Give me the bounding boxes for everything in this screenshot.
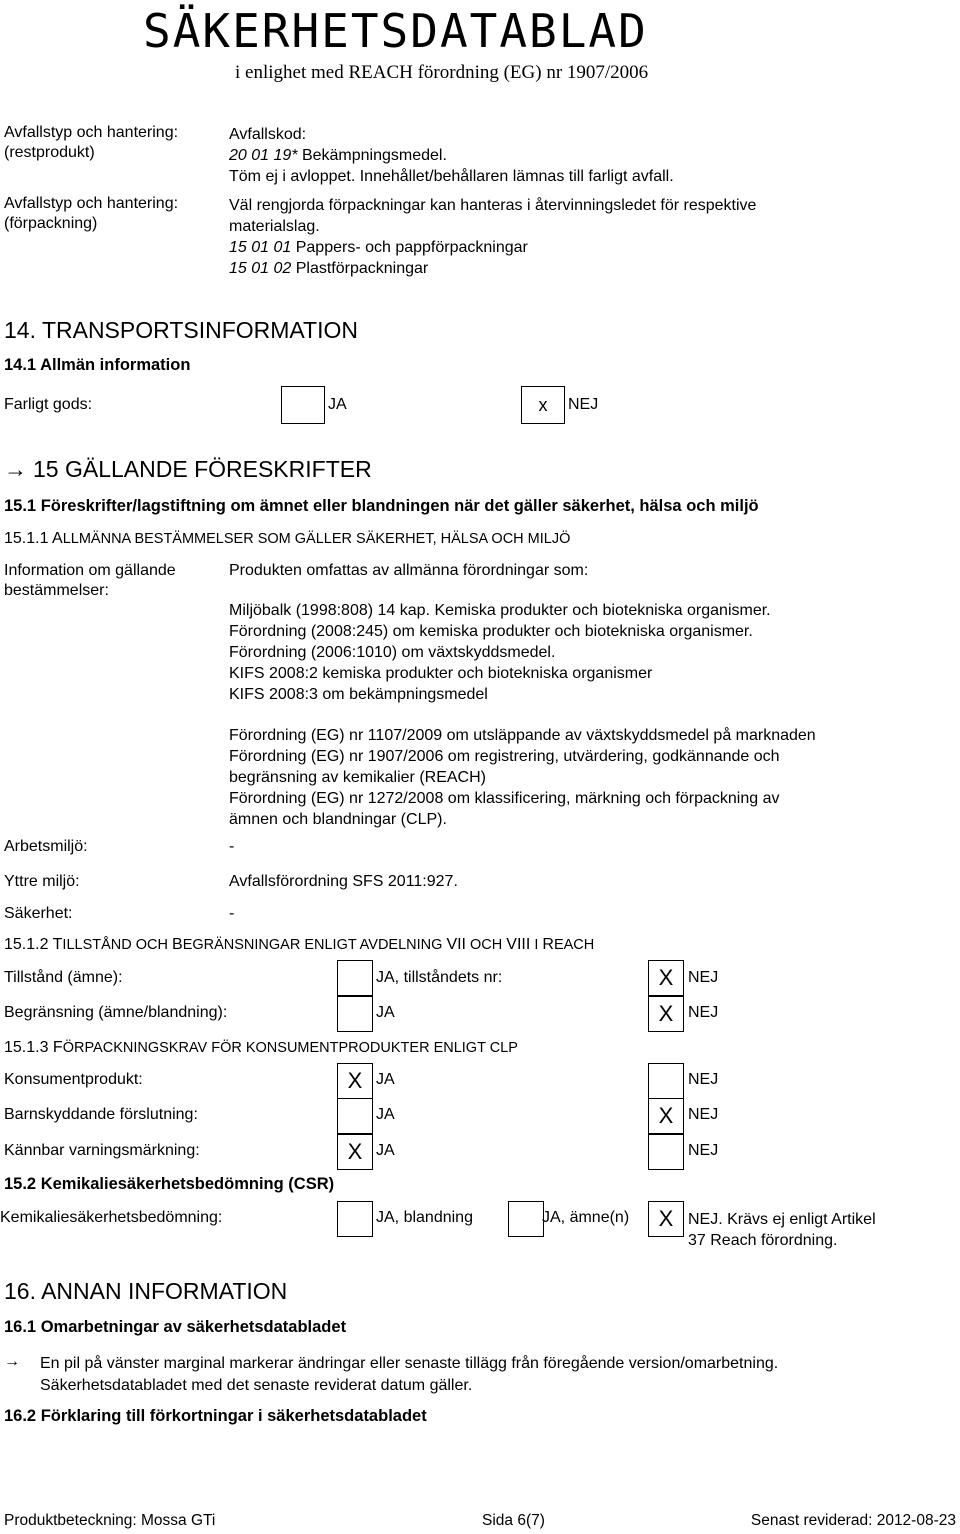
- tactile-warning-yes-label: JA: [376, 1142, 395, 1159]
- csr-substance-checkbox[interactable]: [508, 1201, 544, 1237]
- permit-yes-checkbox[interactable]: [337, 960, 373, 996]
- waste-packaging-value: Väl rengjorda förpackningar kan hanteras i återvinningsledet för respektive materialslag. 15 01 01 Pappers- och pappförpackningar 15 01 02 Plastförpackningar: [229, 197, 757, 277]
- dangerous-goods-label: Farligt gods:: [4, 396, 93, 413]
- child-resistant-label: Barnskyddande förslutning:: [4, 1106, 198, 1123]
- csr-label: Kemikaliesäkerhetsbedömning:: [0, 1209, 223, 1226]
- regulations-label: Information om gällande bestämmelser:: [4, 562, 176, 600]
- csr-no-label: NEJ. Krävs ej enligt Artikel 37 Reach förordning.: [688, 1211, 876, 1249]
- section-15-1-heading: 15.1 Föreskrifter/lagstiftning om ämnet eller blandningen när det gäller säkerhet, hälsa och miljö: [4, 497, 759, 515]
- dangerous-goods-yes-checkbox[interactable]: [281, 386, 325, 424]
- restriction-yes-checkbox[interactable]: [337, 996, 373, 1032]
- consumer-product-yes-checkbox[interactable]: X: [337, 1063, 373, 1099]
- document-title: SÄKERHETSDATABLAD: [143, 4, 648, 58]
- restriction-yes-label: JA: [376, 1004, 395, 1021]
- section-16-heading: 16. ANNAN INFORMATION: [4, 1278, 288, 1304]
- restriction-label: Begränsning (ämne/blandning):: [4, 1004, 228, 1021]
- section-14-heading: 14. TRANSPORTSINFORMATION: [4, 317, 358, 343]
- section-15-1-2-heading: 15.1.2 TILLSTÅND OCH BEGRÄNSNINGAR ENLIGT AVDELNING VII OCH VIII I REACH: [4, 936, 595, 953]
- restriction-no-label: NEJ: [688, 1004, 719, 1021]
- csr-substance-label: JA, ämne(n): [542, 1209, 630, 1226]
- revision-note: En pil på vänster marginal markerar ändringar eller senaste tillägg från föregående version/omarbetning. Säkerhetsdatabladet med det senaste reviderat datum gäller.: [40, 1355, 779, 1394]
- tactile-warning-no-label: NEJ: [688, 1142, 719, 1159]
- safety-label: Säkerhet:: [4, 905, 73, 922]
- tactile-warning-label: Kännbar varningsmärkning:: [4, 1142, 200, 1159]
- work-environment-value: -: [229, 838, 235, 855]
- child-resistant-no-checkbox[interactable]: X: [648, 1098, 684, 1134]
- consumer-product-yes-label: JA: [376, 1071, 395, 1088]
- section-14-1-heading: 14.1 Allmän information: [4, 356, 191, 374]
- child-resistant-yes-label: JA: [376, 1106, 395, 1123]
- section-15-1-3-heading: 15.1.3 FÖRPACKNINGSKRAV FÖR KONSUMENTPRODUKTER ENLIGT CLP: [4, 1039, 518, 1056]
- tactile-warning-no-checkbox[interactable]: [648, 1134, 684, 1170]
- change-arrow-icon: →: [4, 456, 27, 482]
- dangerous-goods-no-label: NEJ: [568, 396, 599, 413]
- csr-mixture-checkbox[interactable]: [337, 1201, 373, 1237]
- document-subtitle: i enlighet med REACH förordning (EG) nr 1907/2006: [235, 62, 649, 83]
- permit-no-checkbox[interactable]: X: [648, 960, 684, 996]
- csr-no-checkbox[interactable]: X: [648, 1201, 684, 1237]
- regulations-list-1: Miljöbalk (1998:808) 14 kap. Kemiska produkter och biotekniska organismer. Förordning (2008:245) om kemiska produkter och biotekniska organismer. Förordning (2006:1010) om växtskyddsmedel. KIFS 2008:2 kemiska produkter och biotekniska organismer KIFS 2008:3 om bekämpningsmedel: [229, 602, 771, 703]
- section-16-2-heading: 16.2 Förklaring till förkortningar i säkerhetsdatabladet: [4, 1407, 427, 1425]
- work-environment-label: Arbetsmiljö:: [4, 838, 88, 855]
- section-16-1-heading: 16.1 Omarbetningar av säkerhetsdatabladet: [4, 1318, 347, 1336]
- section-15-2-heading: 15.2 Kemikaliesäkerhetsbedömning (CSR): [4, 1175, 335, 1193]
- waste-residue-label: Avfallstyp och hantering: (restprodukt): [4, 124, 179, 162]
- footer-revised-date: Senast reviderad: 2012-08-23: [750, 1512, 956, 1529]
- waste-residue-value: Avfallskod: 20 01 19* Bekämpningsmedel. Töm ej i avloppet. Innehållet/behållaren lämnas till farligt avfall.: [229, 126, 674, 185]
- external-environment-label: Yttre miljö:: [4, 873, 80, 890]
- revision-arrow-icon: →: [4, 1353, 20, 1370]
- regulations-intro: Produkten omfattas av allmänna förordningar som:: [229, 562, 589, 579]
- waste-packaging-label: Avfallstyp och hantering: (förpackning): [4, 195, 179, 233]
- permit-label: Tillstånd (ämne):: [4, 969, 123, 986]
- consumer-product-no-checkbox[interactable]: [648, 1063, 684, 1099]
- footer-product: Produktbeteckning: Mossa GTi: [4, 1512, 216, 1529]
- safety-value: -: [229, 905, 235, 922]
- external-environment-value: Avfallsförordning SFS 2011:927.: [229, 873, 458, 890]
- permit-no-label: NEJ: [688, 969, 719, 986]
- footer-page-number: Sida 6(7): [482, 1512, 545, 1529]
- tactile-warning-yes-checkbox[interactable]: X: [337, 1134, 373, 1170]
- csr-mixture-label: JA, blandning: [376, 1209, 473, 1226]
- child-resistant-no-label: NEJ: [688, 1106, 719, 1123]
- consumer-product-label: Konsumentprodukt:: [4, 1071, 143, 1088]
- section-15-heading: → 15 GÄLLANDE FÖRESKRIFTER: [4, 456, 372, 482]
- child-resistant-yes-checkbox[interactable]: [337, 1098, 373, 1134]
- section-15-1-1-heading: 15.1.1 ALLMÄNNA BESTÄMMELSER SOM GÄLLER SÄKERHET, HÄLSA OCH MILJÖ: [4, 530, 571, 547]
- regulations-list-2: Förordning (EG) nr 1107/2009 om utsläppande av växtskyddsmedel på marknaden Förordning (EG) nr 1907/2006 om registrering, utvärdering, godkännande och begränsning av kemikalier (REACH) Förordning (EG) nr 1272/2008 om klassificering, märkning och förpackning av ämnen och blandningar (CLP).: [229, 727, 816, 828]
- consumer-product-no-label: NEJ: [688, 1071, 719, 1088]
- restriction-no-checkbox[interactable]: X: [648, 996, 684, 1032]
- dangerous-goods-yes-label: JA: [328, 396, 347, 413]
- dangerous-goods-no-checkbox[interactable]: x: [521, 386, 565, 424]
- permit-yes-label: JA, tillståndets nr:: [376, 969, 503, 986]
